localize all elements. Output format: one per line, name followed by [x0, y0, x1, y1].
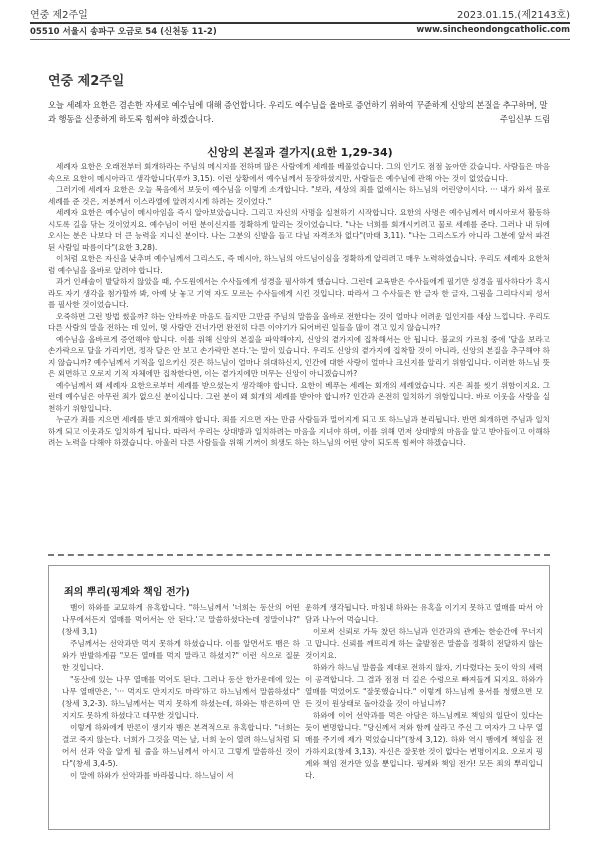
box-paragraph: 이렇게 하와에게 반론이 생기자 뱀은 본격적으로 유혹합니다. "너희는 결코 죽지 않는다. 너희가 그것을 먹는 날, 너희 눈이 열려 하느님처럼 되어서 선과 악을 알게 될 줄을 하느님께서 아시고 그렇게 말씀하신 것이다"(창세 3,4-5). [62, 723, 300, 768]
sermon-paragraph: 그러기에 세례자 요한은 오늘 복음에서 보듯이 예수님을 이렇게 소개합니다. "보라, 세상의 죄를 없애시는 하느님의 어린양이시다. ··· 내가 와서 물로 세례를 준 것은, 저분께서 이스라엘에 알려지시게 하려는 것이었다." [48, 185, 550, 206]
box-paragraph: "동산에 있는 나무 열매를 먹어도 된다. 그러나 동산 한가운데에 있는 나무 열매만은, '··· 먹지도 만지지도 마라'하고 하느님께서 말씀하셨다"(창세 3,2-3). 하느님께서는 먹지 못하게 하셨는데, 하와는 밖은하여 만지지도 못하게 하셨다고 대꾸한 것입니다. [62, 675, 300, 720]
address-rule [30, 39, 570, 40]
intro-text: 오늘 세례자 요한은 겸손한 자세로 예수님에 대해 증언합니다. 우리도 예수님을 올바로 증언하기 위하여 꾸준하게 신앙의 본질을 추구하며, 말과 행동을 신중하게 하도록 힘써야 하겠습니다. [48, 100, 548, 124]
box-right-column [305, 602, 543, 782]
sermon-paragraph: 세례자 요한은 오래전부터 회개하라는 주님의 메시지를 전하며 많은 사람에게 세례를 베풀었습니다. 그의 인기도 점점 높아만 갔습니다. 사람들은 마음속으로 요한이 메시아라고 생각합니다(루카 3,15). 이런 상황에서 예수님께서 등장하셨지만, 사람들은 예수님에 관해 아는 것이 없었습니다. [48, 162, 550, 183]
header-date-issue: 2023.01.15.(제2143호) [456, 10, 570, 21]
address-line [30, 25, 570, 37]
sermon-paragraph: 이처럼 요한은 자신을 낮추며 예수님께서 그리스도, 즉 메시아, 하느님의 아드님이심을 정확하게 알리려고 매우 노력하였습니다. 우리도 세례자 요한처럼 예수님을 올바로 알려야 합니다. [48, 254, 550, 275]
church-website: www.sincheondongcatholic.com [416, 25, 570, 35]
intro-paragraph [48, 98, 550, 126]
header-rule [30, 22, 570, 24]
sermon-body [48, 161, 550, 449]
box-paragraph: 이 말에 하와가 선악과를 바라봅니다. 하느님이 서 [70, 771, 234, 780]
sermon-paragraph: 오죽하면 그런 방법 썼을까? 하는 안타까운 마음도 들지만 그만큼 주님의 말씀을 올바로 전한다는 것이 얼마나 어려운 일인지를 새삼 느낍니다. 우리도 다른 사람의 말을 전하는 데 있어, 몇 사람만 건너가면 완전히 다른 이야기가 되어버린 일들을 많이 겪고 있지 않습니까? [48, 311, 550, 332]
box-paragraph: 뱀이 하와를 교묘하게 유혹합니다. "하느님께서 '너희는 동산의 어떤 나무에서든지 열매를 먹어서는 안 된다.'고 말씀하셨다는데 정말이냐?"(창세 3,1) [62, 603, 300, 636]
sermon-paragraph: 예수님께서 왜 세례자 요한으로부터 세례를 받으셨는지 생각해야 합니다. 요한이 베푸는 세례는 회개의 세례였습니다. 지은 죄를 씻기 위함이지요. 그런데 예수님은 아무런 죄가 없으신 분이십니다. 그런 분이 왜 회개의 세례를 받아야 합니까? 인간과 온전히 일치하기 위함입니다. 바로 이웃을 사랑을 실천하기 위함입니다. [48, 380, 550, 413]
box-left-column [62, 602, 300, 782]
header-sunday-label: 연중 제2주일 [30, 10, 88, 21]
box-paragraph: 주님께서는 선악과만 먹지 못하게 하셨습니다. 이를 알면서도 뱀은 하와가 반발하게끔 "모든 열매를 먹지 말라고 하셨지?" 이런 식으로 질문한 것입니다. [62, 639, 300, 672]
box-paragraph: 운하게 생각됩니다. 마침내 하와는 유혹을 이기지 못하고 열매를 따서 아담과 나누어 먹습니다. [305, 603, 543, 624]
pastor-signature: 주임신부 드림 [499, 114, 550, 124]
top-header [30, 6, 570, 20]
sermon-title: 신앙의 본질과 결가지(요한 1,29-34) [207, 146, 393, 159]
section-title: 연중 제2주일 [48, 74, 125, 89]
box-paragraph: 이로써 신뢰로 가득 찼던 하느님과 인간과의 관계는 한순간에 무너지고 맙니다. 신뢰를 깨뜨리게 하는 출발점은 말씀을 정확히 전달하지 않는 것이지요. [305, 627, 543, 660]
dashed-divider [48, 554, 550, 556]
box-paragraph: 하와가 하느님 말씀을 제대로 전하지 않자, 기다렸다는 듯이 악의 세력이 공격합니다. 그 결과 점점 더 깊은 수렁으로 빠져들게 되지요. 하와가 열매를 먹었어도 "잘못했습니다." 이렇게 하느님께 용서를 청했으면 모든 것이 원상태로 돌아갔을 것이 아닐니까? [305, 663, 543, 708]
sermon-paragraph: 예수님을 올바르게 증언해야 합니다. 이를 위해 신앙의 본질을 파악해야지, 신앙의 곁가지에 집착해서는 안 됩니다. 불교의 가르침 중에 '달을 보라고 손가락으로 달을 가리키면, 정작 달은 안 보고 손가락만 본다.'는 말이 있습니다. 우리도 신앙의 곁가지에 집착할 것이 아니라, 신앙의 본질을 추구해야 하지 않습니까? 예수님께서 기적을 일으키신 것은 하느님이 얼마나 위대하신지, 인간에 대한 사랑이 얼마나 크신지를 알리기 위함입니다. 이러한 하느님 뜻은 외면하고 오로지 기적 자체에만 집착한다면, 이는 곁가지에만 머무는 신앙이 아니겠습니까? [48, 334, 550, 378]
box-paragraph: 하와에 이어 선악과를 먹은 아담은 하느님께로 책임의 일단이 있다는 듯이 변명합니다. "당신께서 저와 함께 살라고 주신 그 여자가 그 나무 열매를 주기에 제가 먹었습니다"(창세 3,12). 하와 역시 뱀에게 책임을 전가하지요(창세 3,13). 자신은 잘못한 것이 없다는 변명이지요. 오로지 핑계와 책임 전가만 있을 뿐입니다. 핑계와 책임 전가! 모든 죄의 뿌리입니다. [305, 711, 543, 780]
sermon-paragraph: 세례자 요한은 예수님이 메시아임을 즉시 알아보았습니다. 그리고 자신의 사명을 실천하기 시작합니다. 요한의 사명은 예수님께서 메시아로서 활동하시도록 길을 닦는 것이었지요. 예수님이 어떤 분이신지를 정확하게 알리는 것이었습니다. "나는 너희를 회개시키려고 물로 세례를 준다. 그러나 내 뒤에 오시는 분은 나보다 더 큰 능력을 지니신 분이다. 나는 그분의 신발을 들고 다닐 자격조차 없다"(마태 3,11). "나는 그리스도가 아니라 그분에 앞서 파견된 사람일 따름이다"(요한 3,28). [48, 208, 550, 252]
sermon-paragraph: 과거 인쇄술이 발달하지 않았을 때, 수도원에서는 수사들에게 성경을 필사하게 했습니다. 그런데 교육받은 수사들에게 필기만 성경을 필사하다가 혹시라도 자기 생각을 첨가할까 봐, 아예 낫 놓고 기역 자도 모르는 수사들에게 시킨 것입니다. 따라서 그 수사들은 한 글자 한 글자, 그림을 그리다시피 성서를 필사한 것이었습니다. [48, 277, 550, 309]
sermon-paragraph: 누군가 죄를 지으면 세례를 받고 회개해야 합니다. 죄를 지으면 자는 만큼 사람들과 멀어지게 되고 또 하느님과 분리됩니다. 반면 회개하면 주님과 일치하게 되고 이웃과도 일치하게 됩니다. 따라서 우리는 상대방과 일치하려는 마음을 지녀야 하며, 이를 위해 먼저 상대방의 마음을 알고 받아들이고 이해하려는 노력을 다해야 하겠습니다. 아울러 다른 사람들을 위해 기꺼이 희생도 하는 하느님의 어떤 양이 되도록 힘써야 하겠습니다. [48, 415, 550, 447]
box-title: 죄의 뿌리(핑계와 책임 전가) [64, 587, 190, 598]
church-address: 05510 서울시 송파구 오금로 54 (신천동 11-2) [30, 27, 217, 37]
